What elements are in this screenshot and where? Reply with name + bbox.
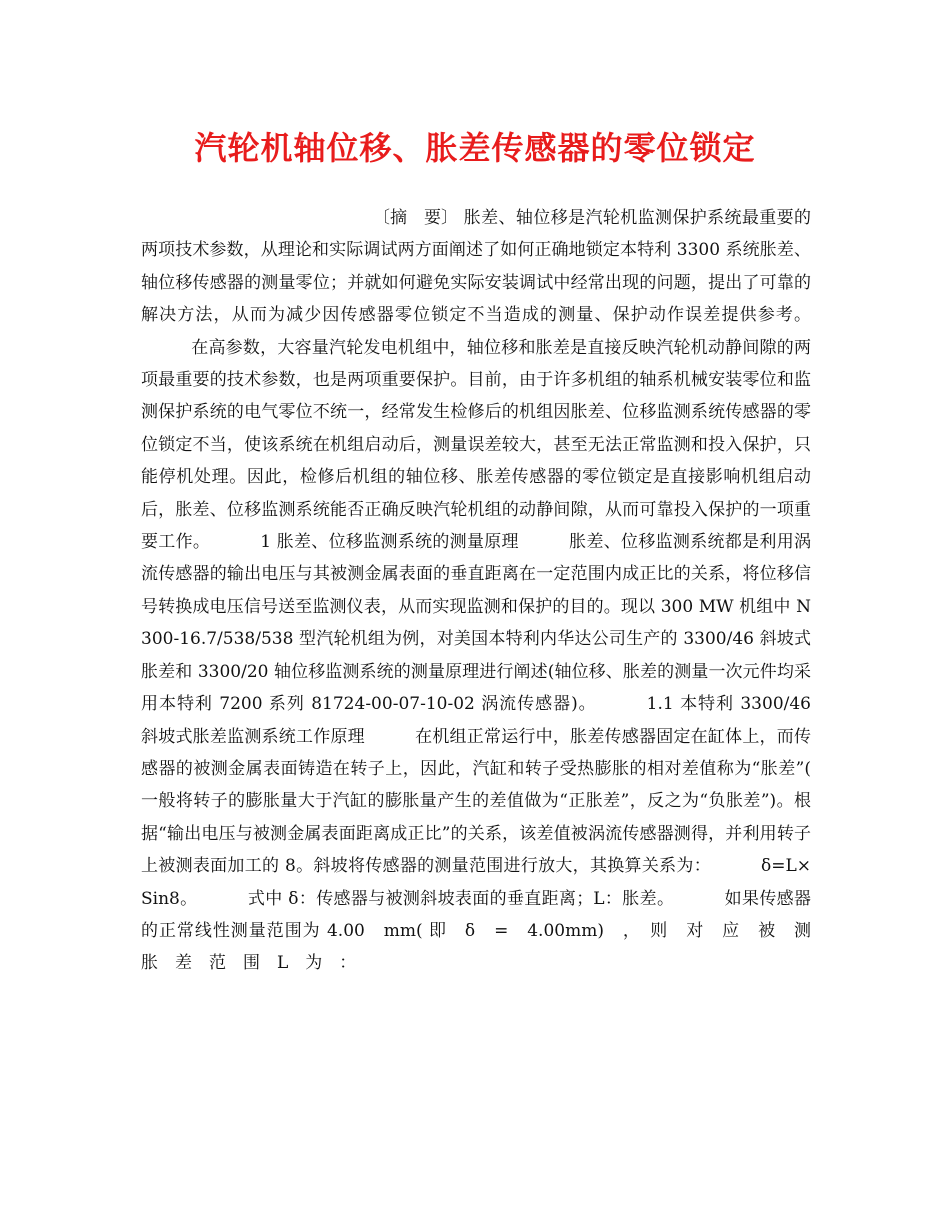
section-1-1-heading: 1.1 本特利 3300/46 斜坡式胀差监测系统工作原理 [141,694,811,747]
section-1-paragraph: 胀差、位移监测系统都是利用涡流传感器的输出电压与其被测金属表面的垂直距离在一定范围内成正比的关系，将位移信号转换成电压信号送至监测仪表，从而实现监测和保护的目的。现以 300 MW 机组中 N300-16.7/538/538 型汽轮机组为例，对美国本特利内华达公司生产的 3300/46 斜坡式胀差和 3300/20 轴位移监测系统的测量原理进行阐述(轴位移、胀差的测量一次元件均采用本特利 7200 系列 81724-00-07-10-02 涡流传感器)。 [141,532,812,715]
section-1-1-paragraph: 在机组正常运行中，胀差传感器固定在缸体上，而传感器的被测金属表面铸造在转子上，因此，汽缸和转子受热膨胀的相对差值称为“胀差”( 一般将转子的膨胀量大于汽缸的膨胀量产生的差值做为“正胀差”，反之为“负胀差”)。根据“输出电压与被测金属表面距离成正比”的关系，该差值被涡流传感器测得，并利用转子上被测表面加工的 8。斜坡将传感器的测量范围进行放大，其换算关系为： [141,726,812,877]
formula: δ=L×Sin8。 [141,856,811,909]
abstract-label: 〔摘 要〕 [373,208,458,228]
abstract-text: 胀差、轴位移是汽轮机监测保护系统最重要的两项技术参数，从理论和实际调试两方面阐述了如何正确地锁定本特利 3300 系统胀差、轴位移传感器的测量零位；并就如何避免实际安装调试中经常出现的问题，提出了可靠的解决方法，从而为减少因传感器零位锁定不当造成的测量、保护动作误差提供参考。 [141,208,812,326]
range-paragraph: 如果传感器的正常线性测量范围为 4.00 mm( 即 δ = 4.00mm) ， 则 对 应 被 测 胀 差 范 围 L 为 ： [141,888,828,974]
document-title: 汽轮机轴位移、胀差传感器的零位锁定 [194,129,756,167]
formula-explanation: 式中 δ：传感器与被测斜坡表面的垂直距离；L：胀差。 [247,888,675,909]
intro-paragraph: 在高参数，大容量汽轮发电机组中，轴位移和胀差是直接反映汽轮机动静间隙的两项最重要的技术参数，也是两项重要保护。目前，由于许多机组的轴系机械安装零位和监测保护系统的电气零位不统一，经常发生检修后的机组因胀差、位移监测系统传感器的零位锁定不当，使该系统在机组启动后，测量误差较大，甚至无法正常监测和投入保护，只能停机处理。因此，检修后机组的轴位移、胀差传感器的零位锁定是直接影响机组启动后，胀差、位移监测系统能否正确反映汽轮机组的动静间隙，从而可靠投入保护的一项重要工作。 [141,337,811,553]
section-1-heading: 1 胀差、位移监测系统的测量原理 [260,532,519,553]
document-body [141,202,828,980]
